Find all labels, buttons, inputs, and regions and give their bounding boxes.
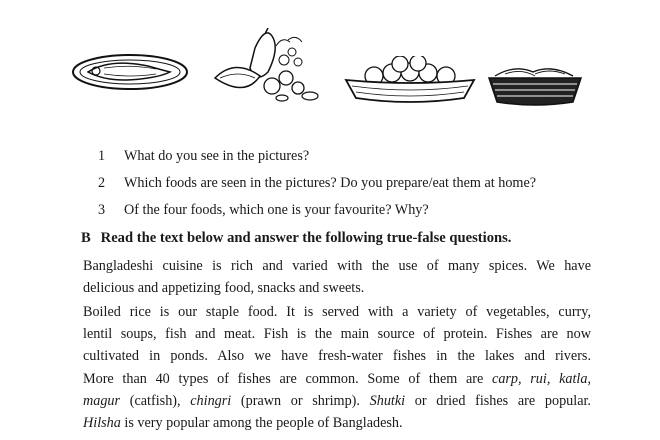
warmup-questions — [98, 148, 658, 229]
question-item — [98, 175, 658, 202]
text-line: delicious and appetizing food, snacks and sweets. — [83, 280, 365, 297]
sweets-bowl-icon — [340, 56, 480, 106]
fish-name: magur — [83, 392, 121, 409]
fish-name: Shutki — [369, 392, 406, 409]
food-illustrations — [60, 28, 600, 108]
section-b-heading — [81, 230, 511, 247]
text-run: (prawn or shrimp). — [231, 392, 370, 409]
paragraph-intro — [83, 255, 591, 299]
text-line: lentil soups, fish and meat. Fish is the main source of protein. Fishes are now — [83, 326, 591, 343]
question-text: Of the four foods, which one is your favourite? Why? — [124, 202, 429, 218]
fish-name: Hilsha — [83, 415, 121, 432]
question-item — [98, 202, 658, 229]
question-text: Which foods are seen in the pictures? Do you prepare/eat them at home? — [124, 175, 537, 191]
text-run: is very popular among the people of Bangladesh. — [120, 415, 403, 432]
question-text: What do you see in the pictures? — [124, 148, 310, 164]
text-line — [83, 390, 591, 412]
paragraph-staple-food — [83, 301, 591, 434]
fruit-basket-icon — [210, 28, 330, 103]
question-number: 3 — [98, 202, 106, 218]
text-line — [83, 412, 591, 434]
text-line: Boiled rice is our staple food. It is served with a variety of vegetables, curry, — [83, 304, 591, 320]
question-number: 2 — [98, 175, 106, 191]
question-item — [98, 148, 658, 175]
fish-names: carp, rui, katla, — [492, 370, 591, 387]
question-number: 1 — [98, 148, 106, 164]
fish-name: chingri — [190, 392, 232, 409]
fish-on-plate-icon — [70, 52, 190, 92]
text-run: or dried fishes are popular. — [405, 392, 591, 409]
fish-basket-icon — [485, 62, 585, 106]
text-line: Bangladeshi cuisine is rich and varied with the use of many spices. We have — [83, 258, 591, 274]
text-run: More than 40 types of fishes are common. Some of them are — [83, 370, 493, 387]
text-run: (catfish), — [120, 392, 191, 409]
text-line — [83, 368, 591, 390]
text-line: cultivated in ponds. Also we have fresh-water fishes in the lakes and rivers. — [83, 348, 591, 365]
section-letter: B — [81, 230, 91, 246]
section-instruction: Read the text below and answer the following true-false questions. — [100, 230, 512, 246]
